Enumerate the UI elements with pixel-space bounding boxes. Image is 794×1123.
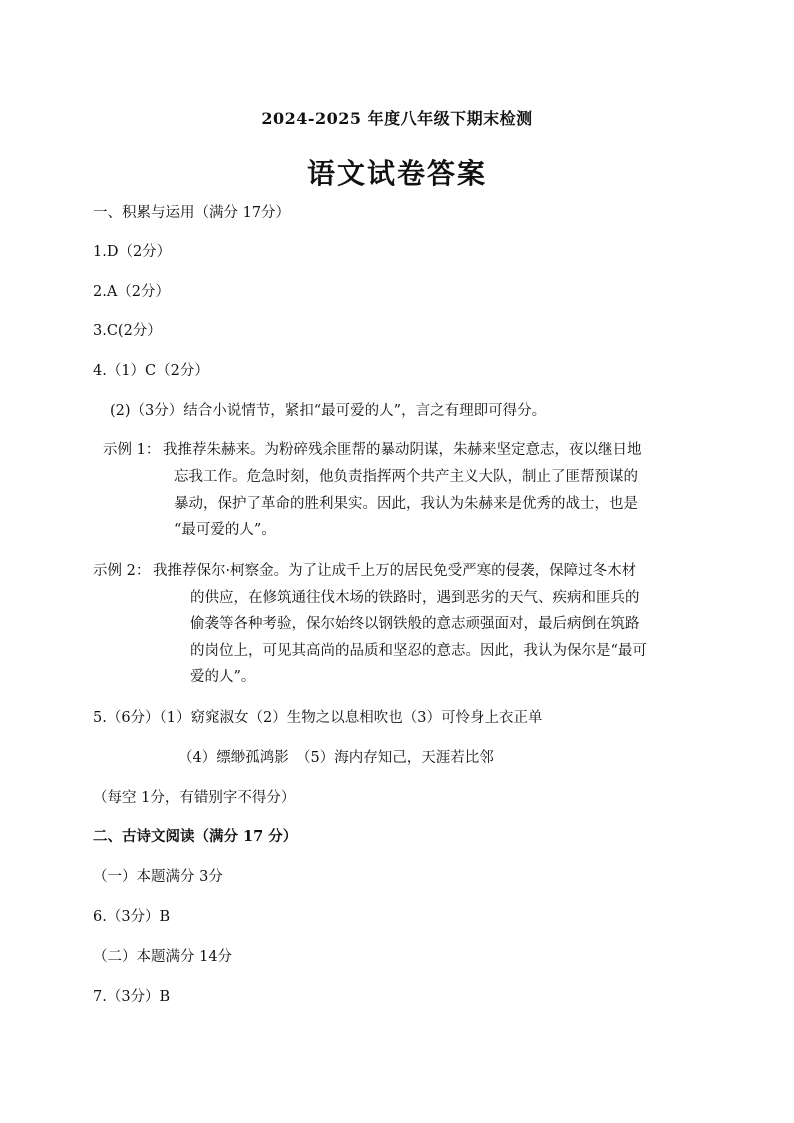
answer-q7: 7.（3分）B — [93, 989, 171, 1005]
example-2-line: 的岗位上，可见其高尚的品质和坚忍的意志。因此，我认为保尔是“最可 — [190, 643, 647, 659]
answer-q5-line1: 5.（6分）（1）窈窕淑女（2）生物之以息相吹也（3）可怜身上衣正单 — [93, 710, 543, 726]
answer-q5-note: （每空 1分，有错别字不得分） — [93, 790, 296, 806]
example-1-line: 我推荐朱赫来。为粉碎残余匪帮的暴动阴谋，朱赫来坚定意志，夜以继日地 — [163, 442, 642, 458]
answer-q2: 2.A（2分） — [93, 284, 171, 300]
section2-part2: （二）本题满分 14分 — [93, 949, 233, 965]
section2-heading: 二、古诗文阅读（满分 17 分） — [93, 828, 298, 845]
example-1-line: “最可爱的人”。 — [174, 522, 276, 538]
answer-q5-line2: （4）缥缈孤鸿影 （5）海内存知己，天涯若比邻 — [178, 750, 494, 766]
answer-q4-1: 4.（1）C（2分） — [93, 363, 209, 379]
answer-q3: 3.C(2分） — [93, 323, 162, 339]
example-2-line: 的供应，在修筑通往伐木场的铁路时，遇到恶劣的天气、疾病和匪兵的 — [190, 590, 640, 606]
answer-q6: 6.（3分）B — [93, 909, 171, 925]
example-2-line: 爱的人”。 — [190, 669, 256, 685]
example-1-line: 暴动，保护了革命的胜利果实。因此，我认为朱赫来是优秀的战士，也是 — [174, 496, 638, 512]
section2-part1: （一）本题满分 3分 — [93, 869, 223, 885]
example-1-line: 忘我工作。危急时刻，他负责指挥两个共产主义大队，制止了匪帮预谋的 — [174, 469, 638, 485]
exam-subtitle: 2024-2025 年度八年级下期末检测 — [261, 109, 533, 128]
exam-title: 语文试卷答案 — [306, 157, 487, 190]
answer-q4-2: (2)（3分）结合小说情节，紧扣“最可爱的人”，言之有理即可得分。 — [110, 403, 547, 419]
example-2-label: 示例 2： — [93, 563, 151, 579]
example-2-line: 偷袭等各种考验，保尔始终以钢铁般的意志顽强面对，最后病倒在筑路 — [190, 616, 640, 632]
example-2-line: 我推荐保尔·柯察金。为了让成千上万的居民免受严寒的侵袭，保障过冬木材 — [153, 563, 637, 579]
example-1-label: 示例 1： — [103, 442, 161, 458]
section1-heading: 一、积累与运用（满分 17分） — [93, 205, 291, 221]
answer-q1: 1.D（2分） — [93, 244, 172, 260]
